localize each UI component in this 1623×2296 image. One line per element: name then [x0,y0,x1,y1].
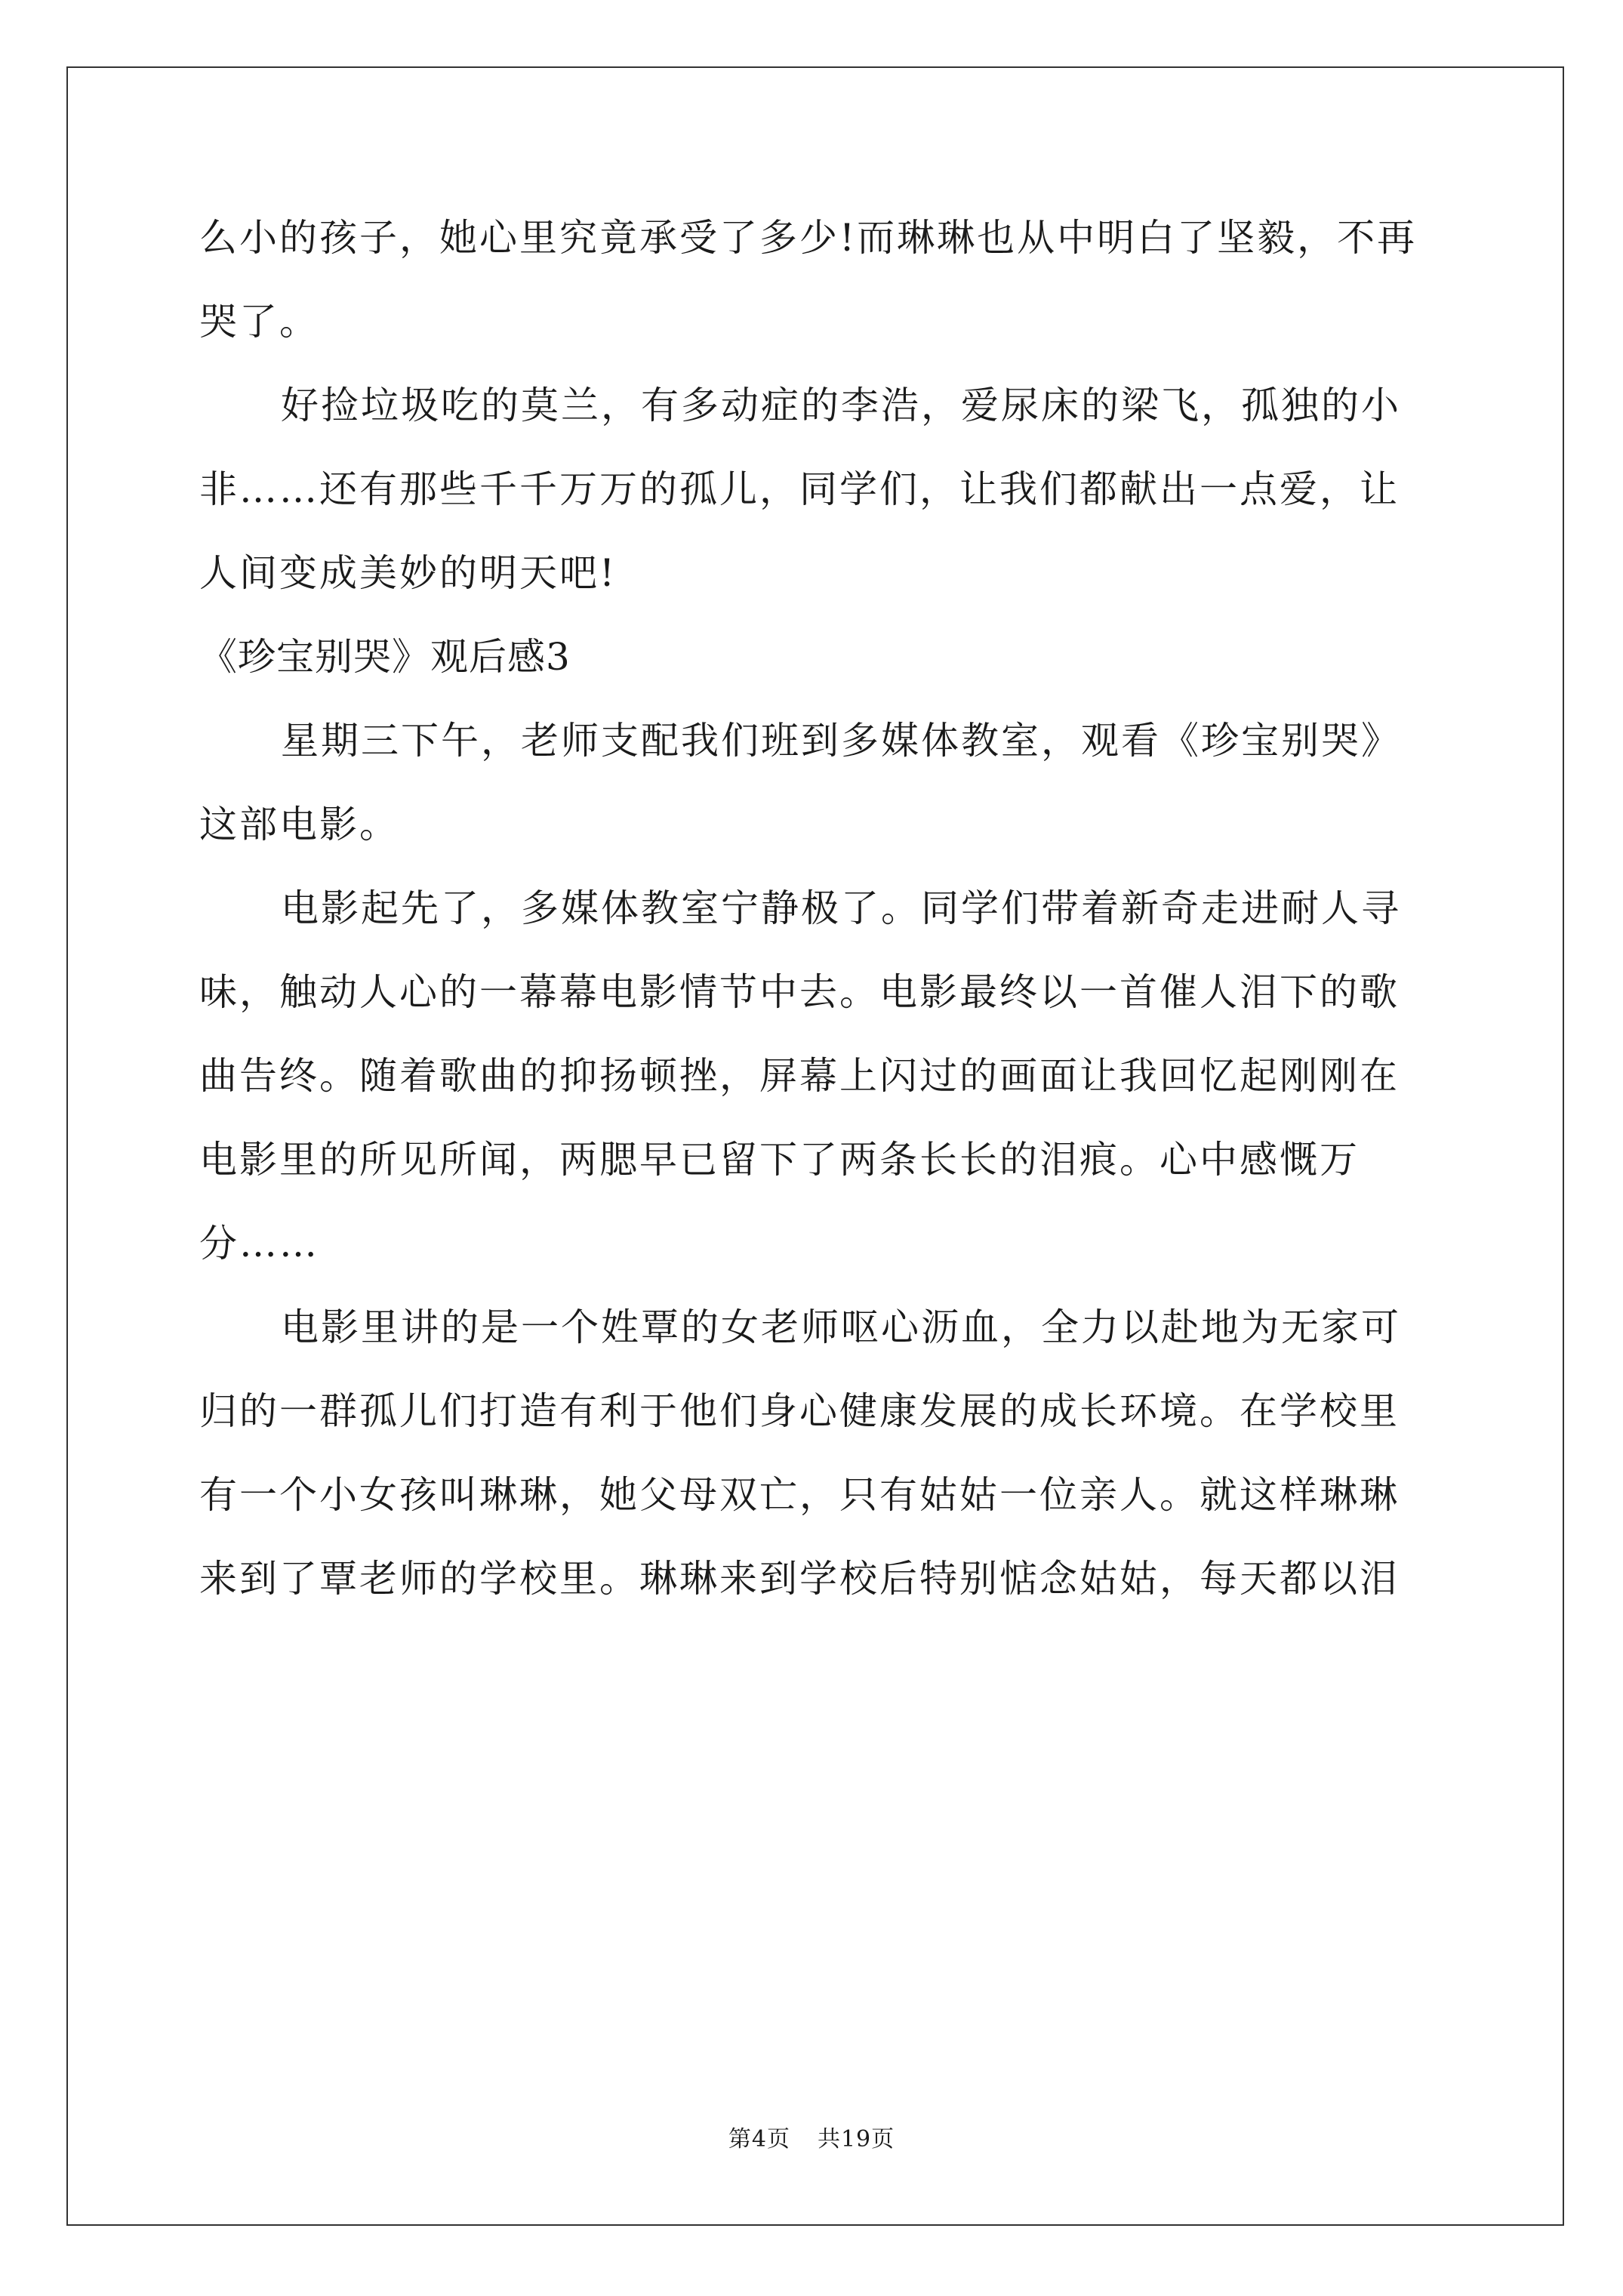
text-line: 电影起先了，多媒体教室宁静极了。同学们带着新奇走进耐人寻 [281,886,1401,930]
text-line: 电影里的所见所闻，两腮早已留下了两条长长的泪痕。心中感慨万 [199,1138,1360,1182]
page-number: 第4页 [728,2126,790,2153]
document-body [199,196,1433,1621]
text-line: 星期三下午，老师支配我们班到多媒体教室，观看《珍宝别哭》 [281,719,1401,763]
text-line: 电影里讲的是一个姓覃的女老师呕心沥血，全力以赴地为无家可 [281,1305,1401,1349]
text-line: 味，触动人心的一幕幕电影情节中去。电影最终以一首催人泪下的歌 [199,970,1400,1014]
text-line: 归的一群孤儿们打造有利于他们身心健康发展的成长环境。在学校里 [199,1389,1400,1433]
section-heading: 《珍宝别哭》观后感3 [199,635,571,679]
text-line: 人间变成美妙的明天吧! [199,551,617,595]
text-line: 这部电影。 [199,803,399,846]
text-line: 分…… [199,1222,319,1265]
text-line: 哭了。 [199,300,319,344]
text-line: 么小的孩子，她心里究竟承受了多少!而琳琳也从中明白了坚毅，不再 [199,216,1418,260]
text-line: 好捡垃圾吃的莫兰，有多动症的李浩，爱尿床的梁飞，孤独的小 [281,384,1401,427]
page-total: 共19页 [817,2126,895,2153]
text-line: 曲告终。随着歌曲的抑扬顿挫，屏幕上闪过的画面让我回忆起刚刚在 [199,1054,1400,1098]
text-line: 来到了覃老师的学校里。琳琳来到学校后特别惦念姑姑，每天都以泪 [199,1557,1400,1601]
text-line: 非……还有那些千千万万的孤儿，同学们，让我们都献出一点爱，让 [199,467,1400,511]
text-line: 有一个小女孩叫琳琳，她父母双亡，只有姑姑一位亲人。就这样琳琳 [199,1473,1400,1517]
page-footer [0,2120,1623,2153]
